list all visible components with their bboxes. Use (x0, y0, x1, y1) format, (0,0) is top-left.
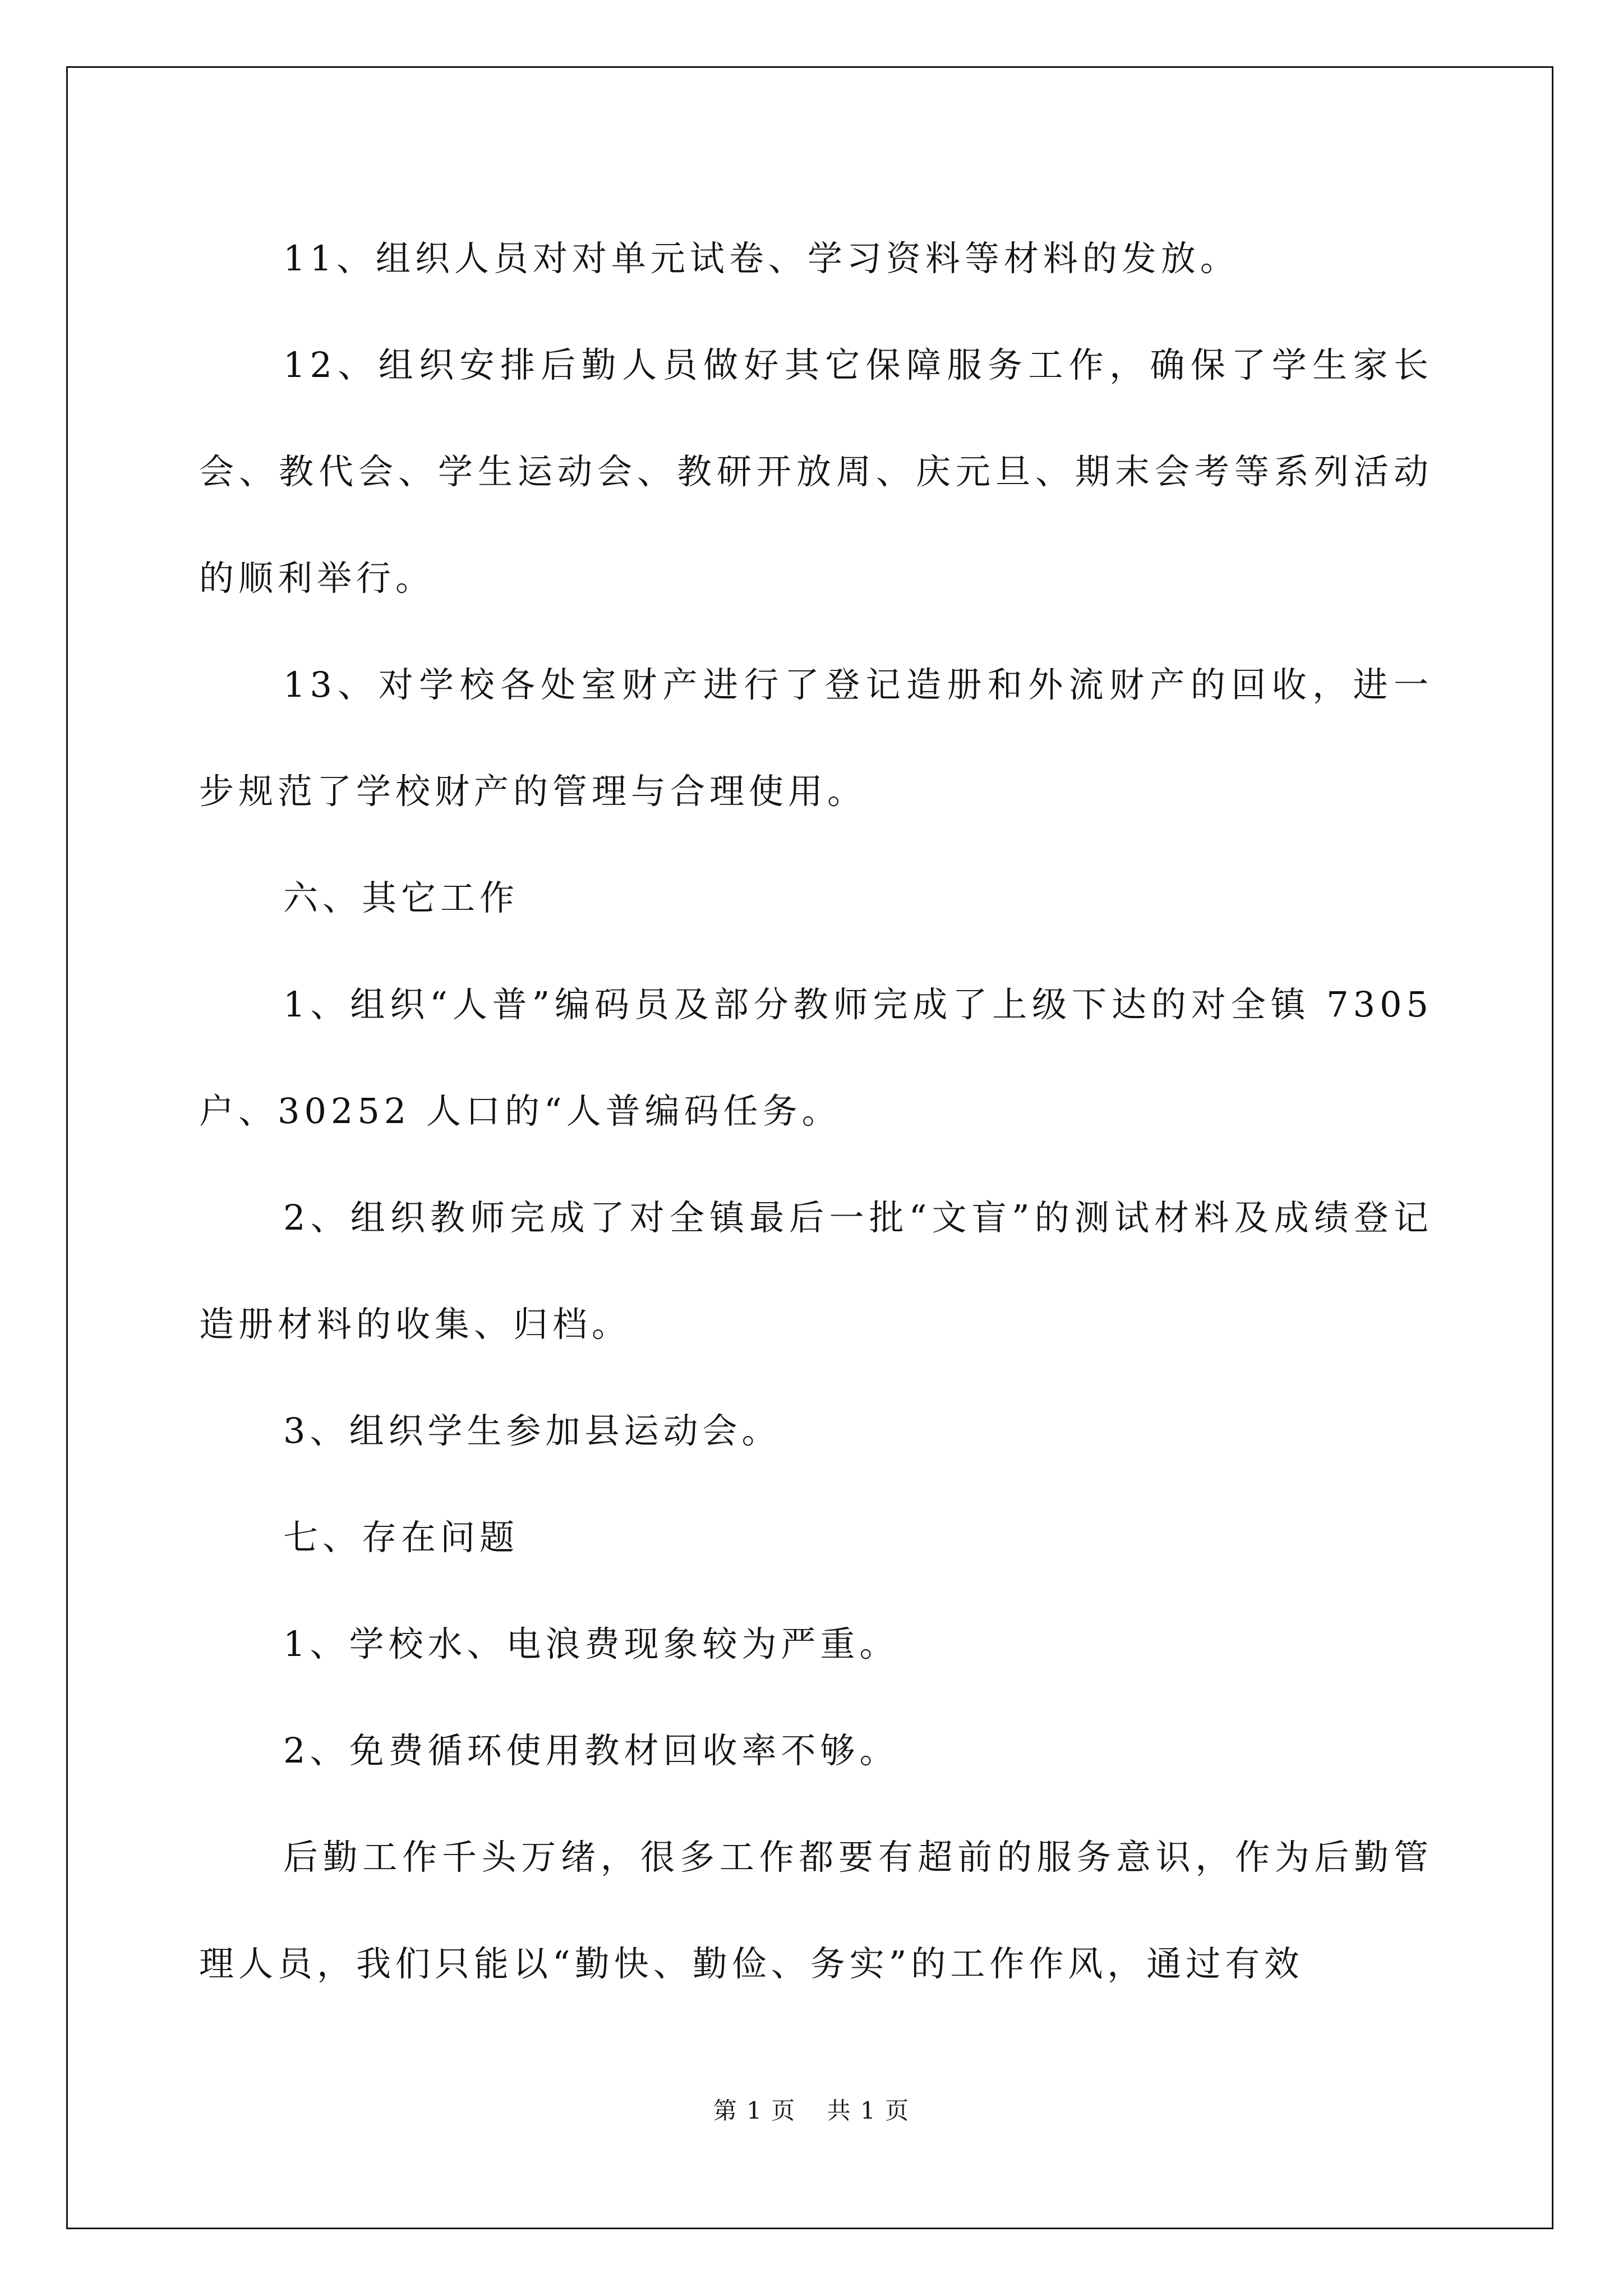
section-heading-problems: 七、存在问题 (283, 1517, 519, 1558)
paragraph-item-13: 13、对学校各处室财产进行了登记造册和外流财产的回收，进一步规范了学校财产的管理与合理使用。 (199, 664, 1433, 812)
page-total: 共 1 页 (827, 2097, 910, 2124)
paragraph-item-11: 11、组织人员对对单元试卷、学习资料等材料的发放。 (283, 238, 1239, 279)
paragraph-other-2: 2、组织教师完成了对全镇最后一批“文盲”的测试材料及成绩登记造册材料的收集、归档。 (199, 1197, 1433, 1345)
paragraph-other-1: 1、组织“人普”编码员及部分教师完成了上级下达的对全镇 7305 户、30252 人口的“人普编码任务。 (199, 984, 1433, 1131)
page-footer (0, 2092, 1623, 2126)
page-number: 第 1 页 (713, 2097, 796, 2124)
document-body (199, 205, 1433, 2017)
paragraph-item-12: 12、组织安排后勤人员做好其它保障服务工作，确保了学生家长会、教代会、学生运动会、教研开放周、庆元旦、期末会考等系列活动的顺利举行。 (199, 344, 1433, 599)
section-heading-other-work: 六、其它工作 (283, 877, 519, 918)
paragraph-problem-1: 1、学校水、电浪费现象较为严重。 (283, 1623, 899, 1664)
paragraph-problem-2: 2、免费循环使用教材回收率不够。 (283, 1730, 899, 1771)
paragraph-closing: 后勤工作千头万绪，很多工作都要有超前的服务意识，作为后勤管理人员，我们只能以“勤快、勤俭、务实”的工作作风，通过有效 (199, 1837, 1433, 1984)
paragraph-other-3: 3、组织学生参加县运动会。 (283, 1410, 781, 1451)
